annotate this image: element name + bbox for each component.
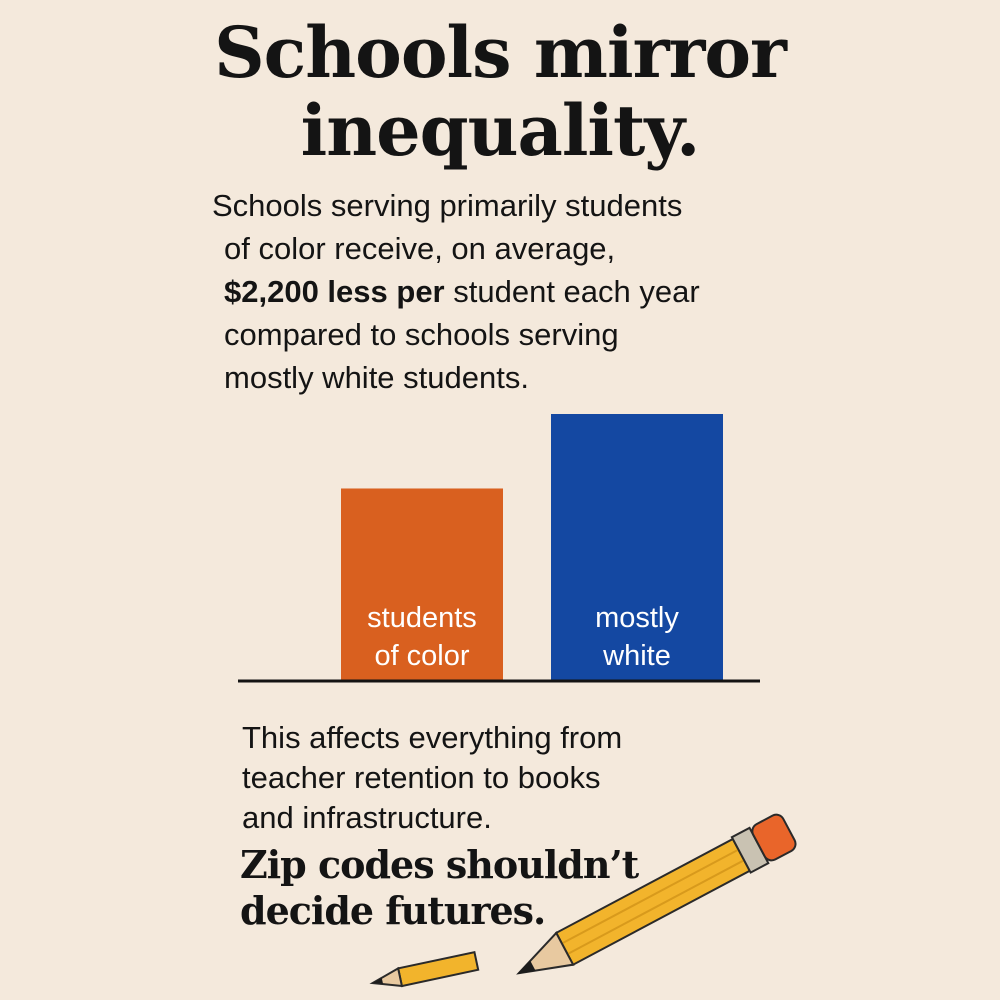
bar-label-2-line-1: mostly xyxy=(595,602,679,634)
bar-label-1-line-1: students xyxy=(367,602,477,634)
slogan-line-2: decide futures. xyxy=(240,888,546,933)
intro-line-5: mostly white students. xyxy=(224,360,529,395)
intro-line-2: of color receive, on average, xyxy=(224,231,616,266)
intro-highlight: $2,200 less per xyxy=(224,274,445,309)
headline-line-2: inequality. xyxy=(300,89,700,172)
bar-label-1-line-2: of color xyxy=(374,640,470,672)
footer-line-3: and infrastructure. xyxy=(242,800,492,835)
bar-label-2-line-2: white xyxy=(603,640,671,672)
footer-line-2: teacher retention to books xyxy=(242,760,601,795)
headline-line-1: Schools mirror xyxy=(214,11,786,94)
intro-line-3-rest: student each year xyxy=(444,274,700,309)
footer-line-1: This affects everything from xyxy=(242,720,623,755)
slogan-line-1: Zip codes shouldn’t xyxy=(240,842,639,887)
intro-line-1: Schools serving primarily students xyxy=(212,188,683,223)
intro-line-4: compared to schools serving xyxy=(224,317,619,352)
